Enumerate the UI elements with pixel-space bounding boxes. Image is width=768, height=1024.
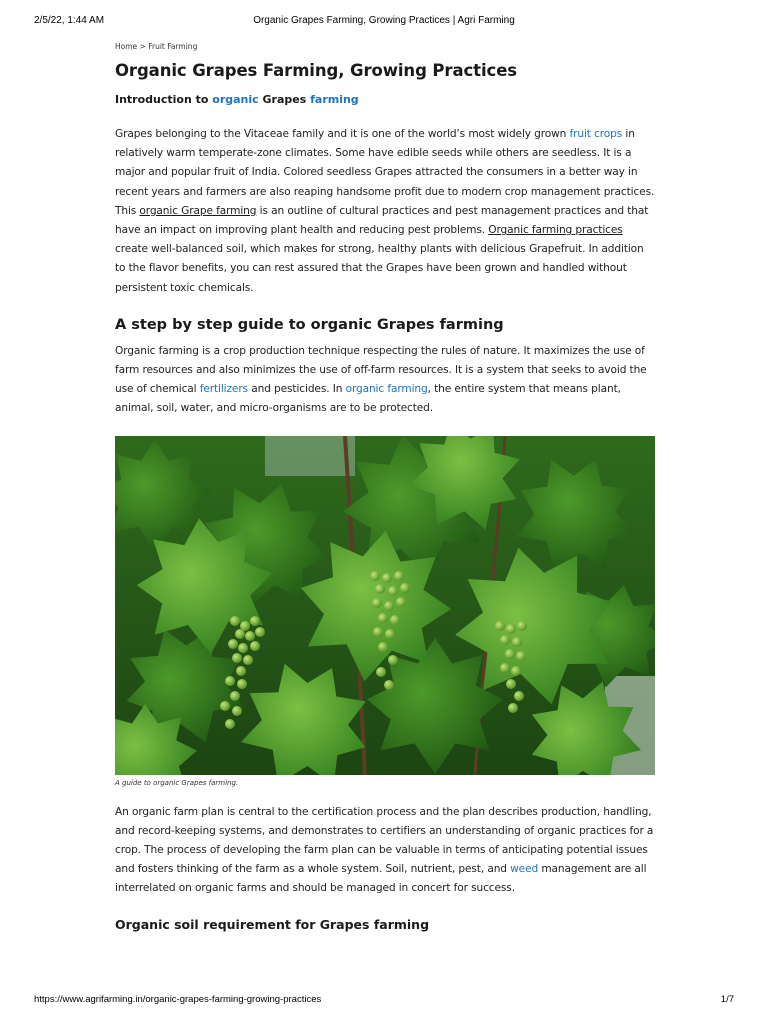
grapevine-photo [115,436,655,775]
farm-plan-paragraph [115,803,655,899]
p2-text-1: Organic farming is a crop production technique respecting the rules of nature. It maximizes the use of farm resources and also minimizes the use of off-farm resources. It is a system that seeks to avoid the use of chemical [115,344,647,396]
p1-text-2: in relatively warm temperate-zone climates. Some have edible seeds while others are seedless. It is a major and popular fruit of India. Colored seedless Grapes attracted the consumers in a better way in recent years and farmers are also reaping handsome profit due to modern crop management practices. This [115,128,655,217]
p1-text-3: is an outline of cultural practices and pest management practices and that have an impact on improving plant health and reducing pest problems. [115,204,649,237]
print-footer [0,994,768,1010]
page-number: 1/7 [720,994,734,1005]
print-page-title: Organic Grapes Farming, Growing Practices | Agri Farming [253,15,515,26]
guide-paragraph [115,342,655,419]
p2-text-3: , the entire system that means plant, animal, soil, water, and micro-organisms are to be protected. [115,383,621,415]
section-heading-soil: Organic soil requirement for Grapes farming [115,916,430,932]
breadcrumb-separator: > [139,42,146,51]
weed-link[interactable]: weed [510,863,539,876]
article-title: Organic Grapes Farming, Growing Practices [115,61,518,80]
breadcrumb [115,42,655,51]
grapevine-illustration [115,436,655,775]
intro-text-1: Introduction to [115,93,213,106]
print-date: 2/5/22, 1:44 AM [34,15,105,26]
intro-paragraph [115,125,655,298]
p1-text-1: Grapes belonging to the Vitaceae family and it is one of the world’s most widely grown [115,128,570,140]
p2-text-2: and pesticides. In [247,383,346,396]
organic-farming-link[interactable]: organic farming [345,383,428,396]
organic-grape-farming-link[interactable]: organic Grape farming [139,204,257,217]
intro-heading [115,93,655,106]
organic-farming-practices-link[interactable]: Organic farming practices [488,224,623,237]
organic-link[interactable]: organic [212,93,259,106]
farming-link[interactable]: farming [310,93,359,106]
intro-text-2: Grapes [258,93,311,106]
article-content [115,40,655,932]
photo-caption: A guide to organic Grapes farming. [115,778,239,787]
fertilizers-link[interactable]: fertilizers [199,383,248,396]
p3-text-2: management are all interrelated on organic farms and should be managed in concert for success. [115,863,647,895]
breadcrumb-home-link[interactable]: Home [115,42,138,51]
print-header [0,15,768,31]
section-heading-guide: A step by step guide to organic Grapes farming [115,316,504,333]
print-url: https://www.agrifarming.in/organic-grapes-farming-growing-practices [34,994,322,1005]
p1-text-4: create well-balanced soil, which makes for strong, healthy plants with delicious Grapefruit. In addition to the flavor benefits, you can rest assured that the Grapes have been grown and handled without persistent toxic chemicals. [115,243,644,294]
breadcrumb-category-link[interactable]: Fruit Farming [148,42,198,51]
fruit-crops-link[interactable]: fruit crops [569,128,623,140]
p3-text-1: An organic farm plan is central to the certification process and the plan describes production, handling, and record-keeping systems, and demonstrates to certifiers an understanding of organic practices for a crop. The process of developing the farm plan can be valuable in terms of anticipating potential issues and fosters thinking of the farm as a whole system. Soil, nutrient, pest, and [115,805,654,876]
